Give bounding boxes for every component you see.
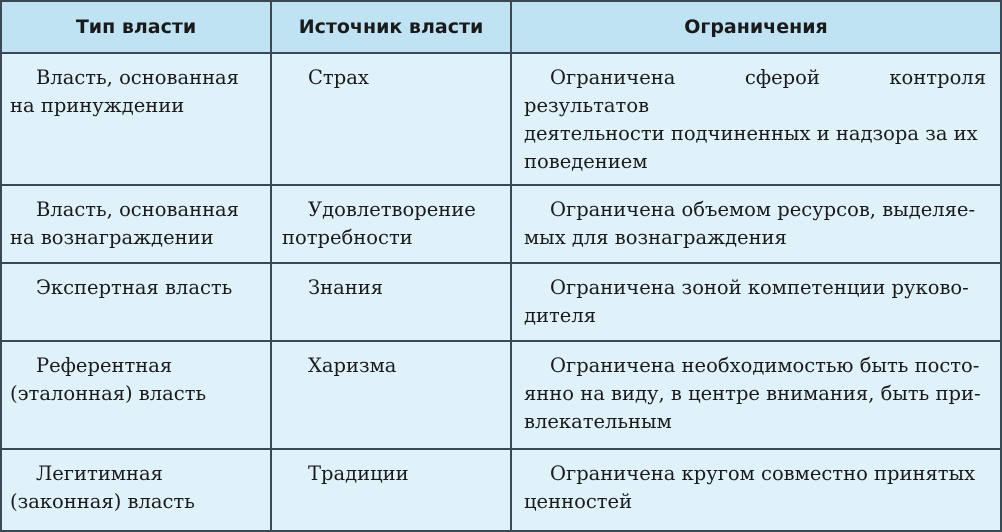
cell-text: Власть, основанная <box>36 198 239 221</box>
table-row <box>1 449 1001 531</box>
cell-text: Власть, основанная <box>36 66 239 89</box>
cell-text: деятельности подчиненных и надзора за их <box>524 122 978 145</box>
cell-limitations <box>511 185 1001 263</box>
cell-power-source <box>271 185 511 263</box>
cell-power-source <box>271 449 511 531</box>
cell-text: Референтная <box>36 354 173 377</box>
cell-power-type <box>1 449 271 531</box>
cell-text: поведением <box>524 150 648 173</box>
cell-limitations <box>511 53 1001 185</box>
cell-limitations <box>511 449 1001 531</box>
cell-power-type <box>1 53 271 185</box>
table-row <box>1 185 1001 263</box>
cell-text: (законная) власть <box>10 490 195 513</box>
table-row <box>1 341 1001 449</box>
cell-text: Знания <box>308 276 384 299</box>
cell-text: Ограничена зоной компетенции руково- <box>550 276 969 299</box>
cell-text: Легитимная <box>36 462 163 485</box>
cell-power-type <box>1 263 271 341</box>
cell-text: (эталонная) власть <box>10 382 207 405</box>
cell-text: Ограничена необходимостью быть посто- <box>550 354 980 377</box>
cell-text: Традиции <box>308 462 409 485</box>
cell-text: на принуждении <box>10 94 185 117</box>
cell-limitations <box>511 263 1001 341</box>
cell-limitations <box>511 341 1001 449</box>
cell-text: Ограничена сферой контроля результатов <box>524 66 986 117</box>
header-power-type: Тип власти <box>1 1 271 53</box>
cell-power-source <box>271 341 511 449</box>
cell-text: ценностей <box>524 490 633 513</box>
cell-text: Страх <box>308 66 369 89</box>
table-row <box>1 53 1001 185</box>
cell-text: Экспертная власть <box>36 276 233 299</box>
cell-text: Харизма <box>308 354 397 377</box>
cell-text: на вознаграждении <box>10 226 214 249</box>
cell-text: потребности <box>282 226 413 249</box>
cell-power-source <box>271 53 511 185</box>
cell-text: Ограничена объемом ресурсов, выделяе- <box>550 198 976 221</box>
table-row <box>1 263 1001 341</box>
cell-text: влекательным <box>524 410 672 433</box>
cell-text: Удовлетворение <box>308 198 476 221</box>
header-power-source: Источник власти <box>271 1 511 53</box>
cell-text: дителя <box>524 304 597 327</box>
table-header-row <box>1 1 1001 53</box>
cell-power-source <box>271 263 511 341</box>
header-limitations: Ограничения <box>511 1 1001 53</box>
cell-text: янно на виду, в центре внимания, быть при- <box>524 382 981 405</box>
cell-power-type <box>1 341 271 449</box>
cell-text: Ограничена кругом совместно принятых <box>550 462 976 485</box>
cell-text: мых для вознаграждения <box>524 226 787 249</box>
cell-power-type <box>1 185 271 263</box>
